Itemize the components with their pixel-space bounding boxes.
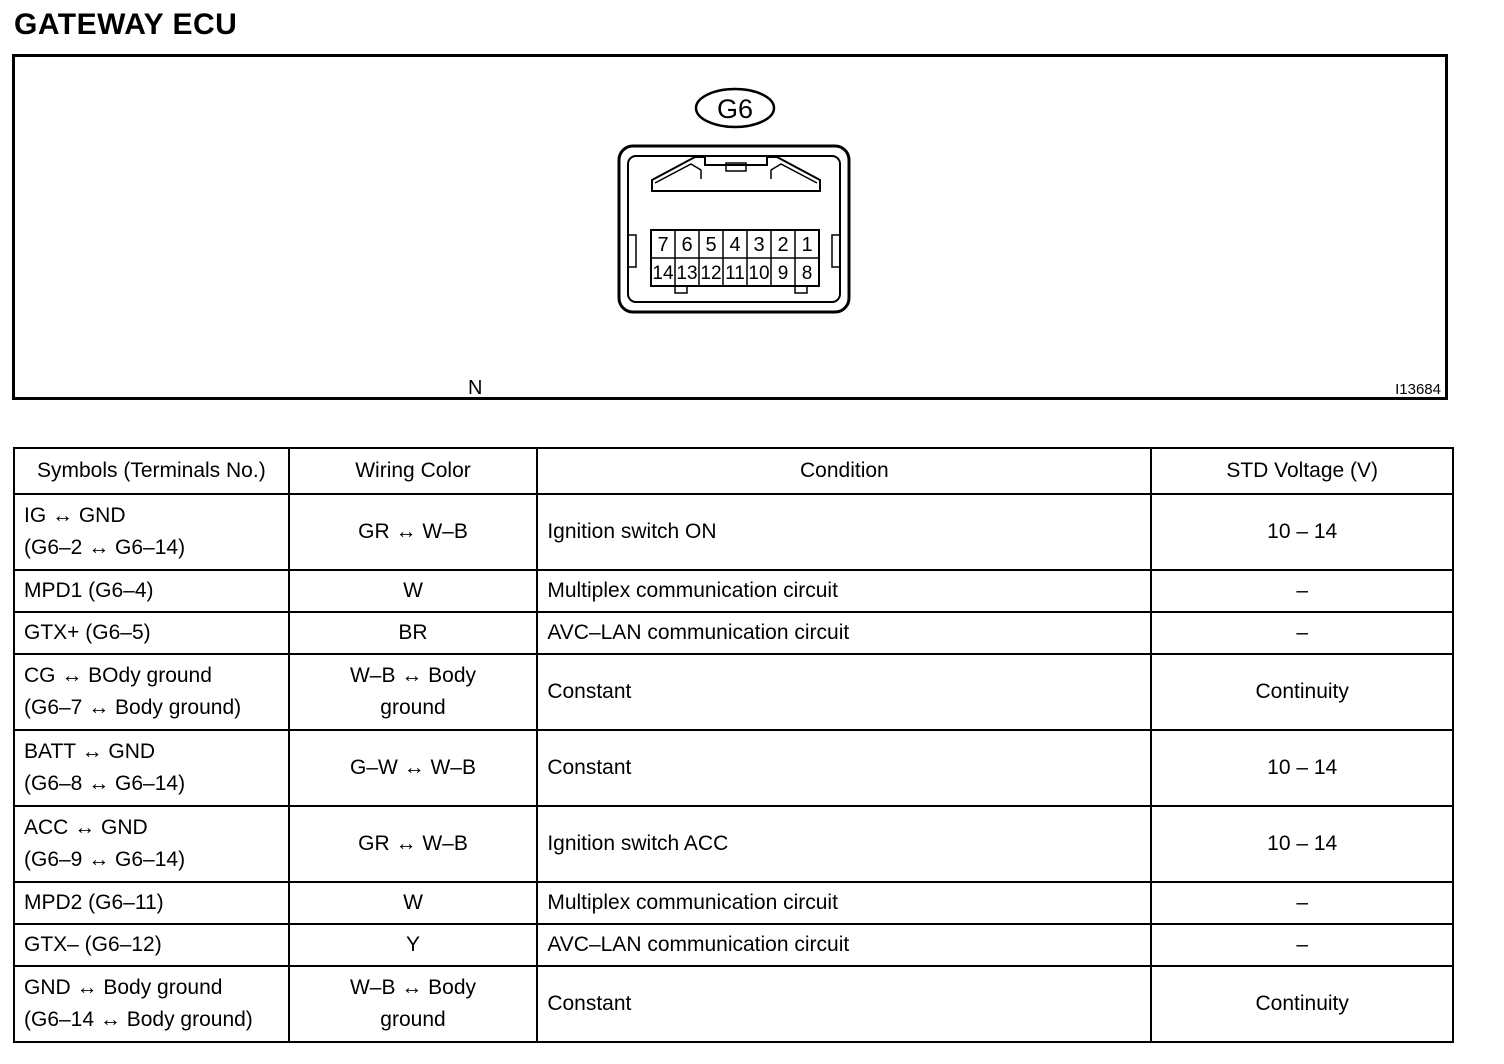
terminal-spec-table — [13, 447, 1454, 1043]
figure-id: I13684 — [1395, 381, 1441, 398]
table-row — [14, 966, 1453, 1042]
connector-color-label: N — [468, 377, 483, 399]
condition-cell: Constant — [537, 730, 1151, 806]
voltage-cell: – — [1151, 882, 1453, 924]
condition-cell: Constant — [537, 654, 1151, 730]
wiring-cell: BR — [289, 612, 538, 654]
pin-8: 8 — [801, 263, 813, 284]
table-header-row — [14, 448, 1453, 494]
symbol-cell: GND ↔ Body ground (G6–14 ↔ Body ground) — [14, 966, 289, 1042]
table-row — [14, 654, 1453, 730]
voltage-cell: – — [1151, 924, 1453, 966]
pin-1: 1 — [801, 234, 813, 256]
pin-14: 14 — [652, 263, 674, 284]
table-row — [14, 924, 1453, 966]
pin-5: 5 — [705, 234, 717, 256]
connector-lock — [652, 157, 820, 191]
pin-3: 3 — [753, 234, 765, 256]
voltage-cell: 10 – 14 — [1151, 494, 1453, 570]
symbol-cell: IG ↔ GND (G6–2 ↔ G6–14) — [14, 494, 289, 570]
condition-cell: AVC–LAN communication circuit — [537, 612, 1151, 654]
voltage-cell: 10 – 14 — [1151, 730, 1453, 806]
header-std-voltage: STD Voltage (V) — [1151, 448, 1453, 494]
pin-4: 4 — [729, 234, 741, 256]
condition-cell: Ignition switch ACC — [537, 806, 1151, 882]
table-row — [14, 570, 1453, 612]
pin-12: 12 — [700, 263, 722, 284]
pin-10: 10 — [748, 263, 770, 284]
symbol-cell: ACC ↔ GND (G6–9 ↔ G6–14) — [14, 806, 289, 882]
connector-label: G6 — [716, 94, 754, 124]
symbol-cell: MPD1 (G6–4) — [14, 570, 289, 612]
header-wiring-color: Wiring Color — [289, 448, 538, 494]
wiring-cell: Y — [289, 924, 538, 966]
condition-cell: AVC–LAN communication circuit — [537, 924, 1151, 966]
pin-6: 6 — [681, 234, 693, 256]
condition-cell: Ignition switch ON — [537, 494, 1151, 570]
voltage-cell: Continuity — [1151, 654, 1453, 730]
pin-11: 11 — [725, 263, 745, 284]
wiring-cell: GR ↔ W–B — [289, 494, 538, 570]
header-symbols: Symbols (Terminals No.) — [14, 448, 289, 494]
table-row — [14, 806, 1453, 882]
page-title: GATEWAY ECU — [14, 8, 238, 41]
table-row — [14, 882, 1453, 924]
symbol-cell: GTX– (G6–12) — [14, 924, 289, 966]
condition-cell: Multiplex communication circuit — [537, 882, 1151, 924]
wiring-cell: W–B ↔ Body ground — [289, 654, 538, 730]
condition-cell: Multiplex communication circuit — [537, 570, 1151, 612]
pin-9: 9 — [777, 263, 789, 284]
connector-diagram — [12, 54, 1448, 400]
pin-13: 13 — [676, 263, 698, 284]
wiring-cell: W–B ↔ Body ground — [289, 966, 538, 1042]
table-row — [14, 730, 1453, 806]
wiring-cell: W — [289, 882, 538, 924]
wiring-cell: GR ↔ W–B — [289, 806, 538, 882]
header-condition: Condition — [537, 448, 1151, 494]
voltage-cell: – — [1151, 612, 1453, 654]
connector-drawing — [15, 57, 1445, 397]
symbol-cell: BATT ↔ GND (G6–8 ↔ G6–14) — [14, 730, 289, 806]
voltage-cell: – — [1151, 570, 1453, 612]
symbol-cell: CG ↔ BOdy ground (G6–7 ↔ Body ground) — [14, 654, 289, 730]
table-row — [14, 612, 1453, 654]
symbol-cell: MPD2 (G6–11) — [14, 882, 289, 924]
symbol-cell: GTX+ (G6–5) — [14, 612, 289, 654]
voltage-cell: 10 – 14 — [1151, 806, 1453, 882]
condition-cell: Constant — [537, 966, 1151, 1042]
wiring-cell: G–W ↔ W–B — [289, 730, 538, 806]
wiring-cell: W — [289, 570, 538, 612]
pin-2: 2 — [777, 234, 789, 256]
table-row — [14, 494, 1453, 570]
pin-7: 7 — [657, 234, 669, 256]
voltage-cell: Continuity — [1151, 966, 1453, 1042]
